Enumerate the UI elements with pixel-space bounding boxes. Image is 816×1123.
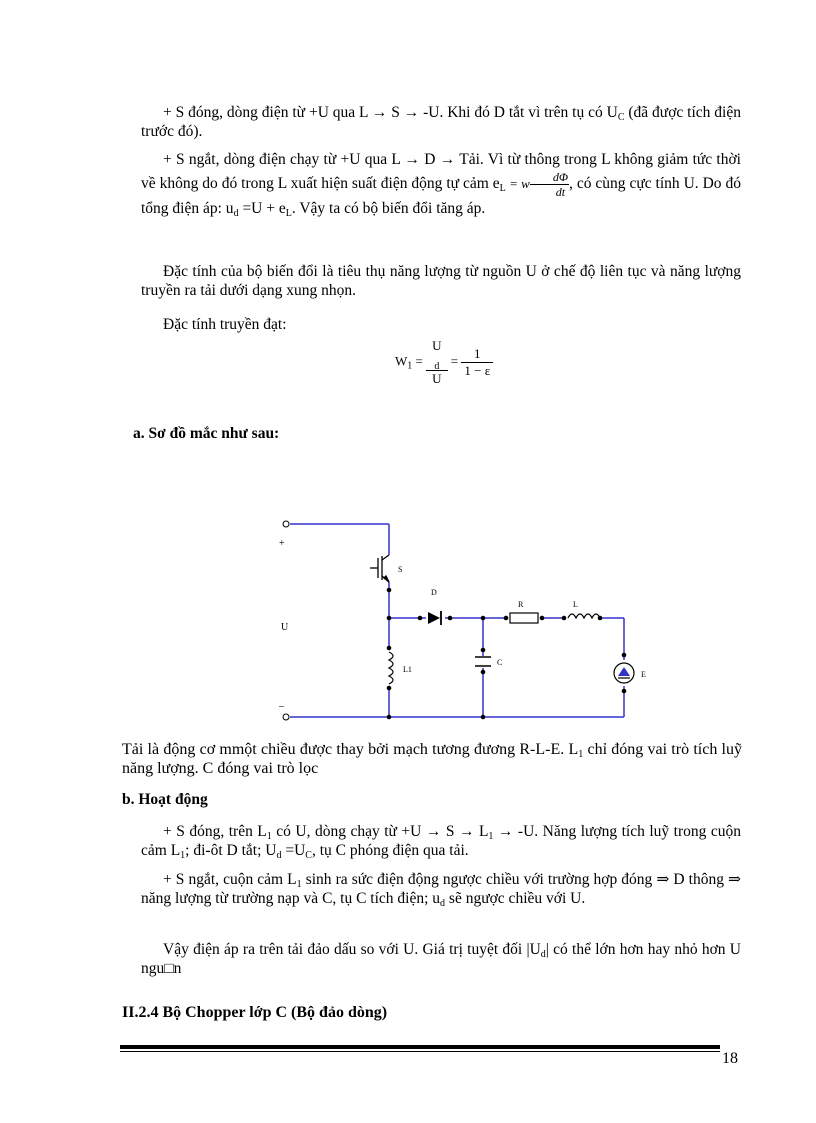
label-l1: L1 (403, 665, 412, 674)
junction-dots (387, 588, 627, 720)
fraction-one-over: $\frac{1}{1 - \varepsilon}$ (461, 346, 493, 379)
terminal-plus (283, 521, 289, 527)
paragraph-op-off: + S ngắt, cuộn cảm $L_1$ sinh ra sức điện động ngược chiều với trường hợp đóng ⇒ D thông ⇒ năng lượng từ trường nạp và C, tụ C tích điện; $u_d$ sẽ ngược chiều với U. (141, 871, 741, 909)
label-e: E (641, 670, 646, 679)
heading-operation: b. Hoạt động (122, 791, 208, 808)
inductor-l-icon (568, 614, 600, 618)
paragraph-conclusion: Vậy điện áp ra trên tải đảo dấu so với U. Giá trị tuyệt đối $|U_d|$ có thể lớn hơn hay nhỏ hơn U ngu□n (141, 941, 741, 977)
transfer-formula: $W_1$ = U $_d$ U = $\frac{1}{1 - \varepsilon}$ (395, 338, 493, 387)
label-c: C (497, 658, 503, 667)
source-e-icon (614, 663, 634, 683)
switch-s-icon (370, 555, 389, 582)
fraction-ud-u: U $_d$ U (426, 338, 447, 387)
page-number: 18 (722, 1050, 738, 1067)
inductor-l1-icon (389, 652, 393, 684)
paragraph-load: Tải là động cơ mmột chiều được thay bởi mạch tương đương R-L-E. $L_1$ chỉ đóng vai trò tích luỹ năng lượng. C đóng vai trò lọc (122, 741, 743, 777)
paragraph-transfer: Đặc tính truyền đạt: (163, 316, 287, 333)
circuit-wires (290, 524, 624, 717)
label-d: D (431, 588, 437, 597)
label-l: L (573, 600, 578, 609)
paragraph-characteristic: Đặc tính của bộ biến đổi là tiêu thụ năng lượng từ nguồn U ở chế độ liên tục và năng lượng truyền ra tải dưới dạng xung nhọn. (141, 263, 741, 299)
paragraph-op-on: + S đóng, trên $L_1$ có U, dòng chạy từ $+U \to S \to L_1 \to -U$. Năng lượng tích luỹ trong cuộn cảm $L_1$; đi-ôt D tắt; $U_d =U_C$, tụ C phóng điện qua tải. (141, 823, 741, 861)
footer-rule-thin (120, 1051, 720, 1052)
label-s: S (398, 565, 403, 574)
label-r: R (518, 600, 524, 609)
paragraph-s-on: + S đóng, dòng điện từ +U qua L → S → -U. Khi đó D tắt vì trên tụ có $U_C$ (đã được tích điện trước đó). (141, 104, 741, 140)
diode-d-icon (428, 611, 441, 625)
label-minus: – (279, 701, 284, 712)
heading-diagram: a. Sơ đồ mắc như sau: (133, 425, 280, 442)
paragraph-s-off: + S ngắt, dòng điện chạy từ +U qua L → D → Tải. Vì từ thông trong L không giảm tức thời về không do đó trong L xuất hiện suất điện động tự cảm $e_L = w$ $\frac{d\Phi}{dt}$ , có cùng cực tính U. Do đó tổng điện áp: $u_d =U + e_L$. Vậy ta có bộ biến đổi tăng áp. (141, 151, 742, 219)
capacitor-c-icon (475, 657, 491, 666)
heading-chopper-class-c: II.2.4 Bộ Chopper lớp C (Bộ đảo dòng) (122, 1004, 388, 1021)
label-plus: + (279, 538, 285, 549)
label-u: U (281, 622, 289, 633)
resistor-r-icon (510, 613, 538, 623)
emf-fraction: $\frac{d\Phi}{dt}$ (530, 170, 569, 199)
footer-rule-thick (120, 1045, 720, 1049)
terminal-minus (283, 714, 289, 720)
